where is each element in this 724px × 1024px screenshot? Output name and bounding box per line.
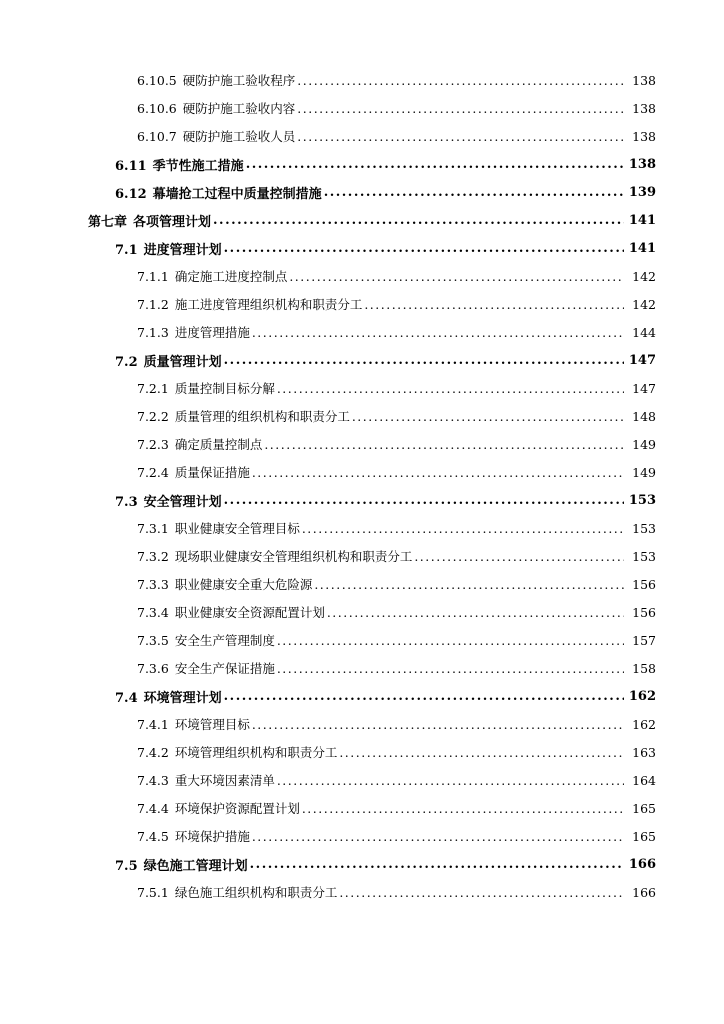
toc-entry-title — [115, 491, 222, 510]
toc-entry[interactable] — [0, 794, 724, 822]
toc-dot-leader — [297, 101, 624, 116]
toc-entry-text: 环境保护措施 — [174, 829, 250, 844]
toc-dot-leader — [324, 185, 624, 200]
toc-page-number: 163 — [632, 744, 656, 760]
toc-entry-title — [137, 771, 275, 789]
toc-page-number: 165 — [632, 800, 656, 816]
toc-entry-text: 安全生产管理制度 — [174, 633, 275, 648]
toc-page-number: 139 — [628, 184, 656, 200]
toc-entry-number: 7.4.4 — [137, 801, 169, 816]
toc-entry-number: 7.4.5 — [137, 829, 169, 844]
toc-dot-leader — [277, 381, 624, 396]
toc-page-number: 147 — [632, 380, 656, 396]
toc-entry-number: 7.5.1 — [137, 885, 169, 900]
toc-entry-number: 7.3.1 — [137, 521, 169, 536]
toc-entry[interactable] — [0, 346, 724, 374]
toc-entry-title — [88, 211, 211, 230]
toc-entry-number: 6.10.6 — [137, 101, 177, 116]
toc-dot-leader — [252, 325, 624, 340]
toc-page-number: 162 — [628, 688, 656, 704]
toc-dot-leader — [277, 633, 624, 648]
toc-dot-leader — [327, 605, 624, 620]
toc-entry-title — [137, 603, 325, 621]
toc-entry-title — [115, 855, 248, 874]
toc-entry-text: 环境保护资源配置计划 — [174, 801, 300, 816]
toc-entry[interactable] — [0, 766, 724, 794]
toc-entry-text: 进度管理措施 — [174, 325, 250, 340]
toc-entry-number: 6.10.7 — [137, 129, 177, 144]
toc-entry[interactable] — [0, 206, 724, 234]
toc-entry-number: 7.1.3 — [137, 325, 169, 340]
toc-entry-title — [137, 631, 275, 649]
toc-entry-text: 施工进度管理组织机构和职责分工 — [174, 297, 363, 312]
toc-entry-text: 确定施工进度控制点 — [174, 269, 288, 284]
toc-entry[interactable] — [0, 850, 724, 878]
toc-entry[interactable] — [0, 570, 724, 598]
toc-entry-number: 7.4.2 — [137, 745, 169, 760]
toc-entry-number: 7.3.2 — [137, 549, 169, 564]
toc-dot-leader — [224, 353, 624, 368]
toc-page-number: 148 — [632, 408, 656, 424]
toc-page-number: 142 — [632, 296, 656, 312]
toc-dot-leader — [352, 409, 624, 424]
toc-entry-text: 硬防护施工验收人员 — [182, 129, 296, 144]
toc-dot-leader — [246, 157, 624, 172]
toc-entry-text: 确定质量控制点 — [174, 437, 263, 452]
toc-entry-title — [137, 715, 250, 733]
toc-entry-text: 进度管理计划 — [143, 242, 222, 258]
toc-page-number: 153 — [632, 520, 656, 536]
toc-entry-title — [137, 463, 250, 481]
toc-entry-title — [137, 519, 300, 537]
toc-entry-text: 季节性施工措施 — [152, 158, 244, 174]
toc-entry-number: 7.2.3 — [137, 437, 169, 452]
toc-dot-leader — [339, 745, 624, 760]
toc-entry[interactable] — [0, 514, 724, 542]
toc-dot-leader — [264, 437, 624, 452]
toc-entry-text: 现场职业健康安全管理组织机构和职责分工 — [174, 549, 413, 564]
toc-entry[interactable] — [0, 290, 724, 318]
toc-entry-number: 6.11 — [115, 158, 147, 174]
toc-entry-number: 7.3 — [115, 494, 138, 510]
toc-entry-text: 环境管理目标 — [174, 717, 250, 732]
toc-entry-text: 硬防护施工验收程序 — [182, 73, 296, 88]
toc-entry-text: 职业健康安全重大危险源 — [174, 577, 313, 592]
toc-page-number: 138 — [632, 128, 656, 144]
toc-dot-leader — [364, 297, 624, 312]
toc-entry[interactable] — [0, 94, 724, 122]
toc-page-number: 166 — [628, 856, 656, 872]
toc-dot-leader — [302, 521, 624, 536]
toc-dot-leader — [302, 801, 624, 816]
toc-entry[interactable] — [0, 542, 724, 570]
toc-entry-text: 绿色施工组织机构和职责分工 — [174, 885, 338, 900]
table-of-contents — [0, 66, 724, 906]
toc-page-number: 164 — [632, 772, 656, 788]
toc-entry-text: 质量保证措施 — [174, 465, 250, 480]
toc-dot-leader — [252, 465, 624, 480]
toc-entry-number: 7.3.4 — [137, 605, 169, 620]
toc-entry-title — [115, 351, 222, 370]
toc-entry[interactable] — [0, 598, 724, 626]
toc-entry-number: 7.2.1 — [137, 381, 169, 396]
toc-page-number: 144 — [632, 324, 656, 340]
toc-page-number: 138 — [632, 100, 656, 116]
toc-dot-leader — [252, 717, 624, 732]
toc-entry[interactable] — [0, 430, 724, 458]
toc-entry-number: 第七章 — [88, 214, 128, 230]
toc-dot-leader — [297, 73, 624, 88]
toc-entry-title — [115, 183, 322, 202]
toc-entry-number: 7.1 — [115, 242, 138, 258]
toc-dot-leader — [224, 689, 624, 704]
toc-entry-number: 7.4.1 — [137, 717, 169, 732]
toc-entry-title — [137, 379, 275, 397]
toc-page-number: 158 — [632, 660, 656, 676]
toc-entry-number: 7.4.3 — [137, 773, 169, 788]
toc-entry[interactable] — [0, 234, 724, 262]
toc-dot-leader — [289, 269, 624, 284]
toc-entry-text: 职业健康安全管理目标 — [174, 521, 300, 536]
toc-entry-number: 7.3.5 — [137, 633, 169, 648]
toc-entry-title — [115, 239, 222, 258]
toc-page-number: 156 — [632, 576, 656, 592]
toc-entry-title — [137, 883, 337, 901]
toc-entry-number: 6.10.5 — [137, 73, 177, 88]
toc-page-number: 141 — [628, 240, 656, 256]
toc-dot-leader — [277, 661, 624, 676]
toc-entry[interactable] — [0, 822, 724, 850]
toc-entry-title — [137, 799, 300, 817]
toc-entry[interactable] — [0, 122, 724, 150]
toc-entry-text: 各项管理计划 — [133, 214, 212, 230]
toc-entry-text: 绿色施工管理计划 — [143, 858, 248, 874]
toc-entry-text: 安全生产保证措施 — [174, 661, 275, 676]
toc-entry-number: 7.3.3 — [137, 577, 169, 592]
toc-entry-text: 质量管理的组织机构和职责分工 — [174, 409, 350, 424]
toc-entry-text: 环境管理组织机构和职责分工 — [174, 745, 338, 760]
toc-dot-leader — [224, 493, 624, 508]
toc-entry[interactable] — [0, 878, 724, 906]
toc-entry-title — [137, 659, 275, 677]
toc-entry-title — [137, 295, 362, 313]
toc-dot-leader — [339, 885, 624, 900]
toc-entry-number: 6.12 — [115, 186, 147, 202]
toc-page-number: 162 — [632, 716, 656, 732]
toc-entry-text: 质量管理计划 — [143, 354, 222, 370]
toc-entry-title — [137, 407, 350, 425]
toc-page-number: 142 — [632, 268, 656, 284]
toc-entry-title — [137, 267, 287, 285]
toc-entry-title — [137, 323, 250, 341]
toc-dot-leader — [414, 549, 624, 564]
toc-page-number: 147 — [628, 352, 656, 368]
toc-entry-number: 7.5 — [115, 858, 138, 874]
toc-entry-number: 7.1.2 — [137, 297, 169, 312]
toc-entry[interactable] — [0, 710, 724, 738]
toc-entry-number: 7.4 — [115, 690, 138, 706]
toc-entry[interactable] — [0, 626, 724, 654]
toc-page-number: 157 — [632, 632, 656, 648]
toc-entry-text: 职业健康安全资源配置计划 — [174, 605, 325, 620]
toc-entry-text: 质量控制目标分解 — [174, 381, 275, 396]
toc-entry-title — [137, 127, 295, 145]
toc-dot-leader — [252, 829, 624, 844]
toc-entry-number: 7.2.4 — [137, 465, 169, 480]
toc-page-number: 149 — [632, 464, 656, 480]
toc-dot-leader — [297, 129, 624, 144]
toc-entry[interactable] — [0, 486, 724, 514]
toc-entry-title — [115, 687, 222, 706]
toc-dot-leader — [277, 773, 624, 788]
toc-entry-text: 幕墙抢工过程中质量控制措施 — [152, 186, 322, 202]
toc-page-number: 153 — [632, 548, 656, 564]
toc-dot-leader — [213, 213, 624, 228]
toc-page-number: 138 — [632, 72, 656, 88]
toc-page-number: 149 — [632, 436, 656, 452]
toc-entry[interactable] — [0, 682, 724, 710]
toc-entry[interactable] — [0, 318, 724, 346]
toc-entry-title — [137, 71, 295, 89]
toc-page-number: 165 — [632, 828, 656, 844]
toc-dot-leader — [224, 241, 624, 256]
toc-entry-title — [137, 743, 337, 761]
toc-entry[interactable] — [0, 178, 724, 206]
toc-entry[interactable] — [0, 262, 724, 290]
toc-page-number: 166 — [632, 884, 656, 900]
toc-entry-text: 硬防护施工验收内容 — [182, 101, 296, 116]
toc-dot-leader — [314, 577, 624, 592]
toc-entry[interactable] — [0, 654, 724, 682]
toc-entry-number: 7.2.2 — [137, 409, 169, 424]
toc-entry-title — [137, 827, 250, 845]
toc-entry[interactable] — [0, 66, 724, 94]
toc-entry-title — [137, 435, 262, 453]
toc-entry-text: 安全管理计划 — [143, 494, 222, 510]
toc-entry-title — [115, 155, 244, 174]
toc-page-number: 153 — [628, 492, 656, 508]
toc-entry[interactable] — [0, 374, 724, 402]
toc-page-number: 156 — [632, 604, 656, 620]
toc-dot-leader — [250, 857, 624, 872]
toc-page-number: 141 — [628, 212, 656, 228]
toc-entry-title — [137, 547, 412, 565]
toc-entry[interactable] — [0, 738, 724, 766]
toc-entry-number: 7.2 — [115, 354, 138, 370]
toc-page-number: 138 — [628, 156, 656, 172]
toc-entry-number: 7.3.6 — [137, 661, 169, 676]
toc-entry-text: 环境管理计划 — [143, 690, 222, 706]
toc-entry-text: 重大环境因素清单 — [174, 773, 275, 788]
toc-entry-number: 7.1.1 — [137, 269, 169, 284]
toc-entry[interactable] — [0, 150, 724, 178]
toc-entry[interactable] — [0, 458, 724, 486]
toc-entry-title — [137, 99, 295, 117]
toc-entry[interactable] — [0, 402, 724, 430]
toc-entry-title — [137, 575, 312, 593]
